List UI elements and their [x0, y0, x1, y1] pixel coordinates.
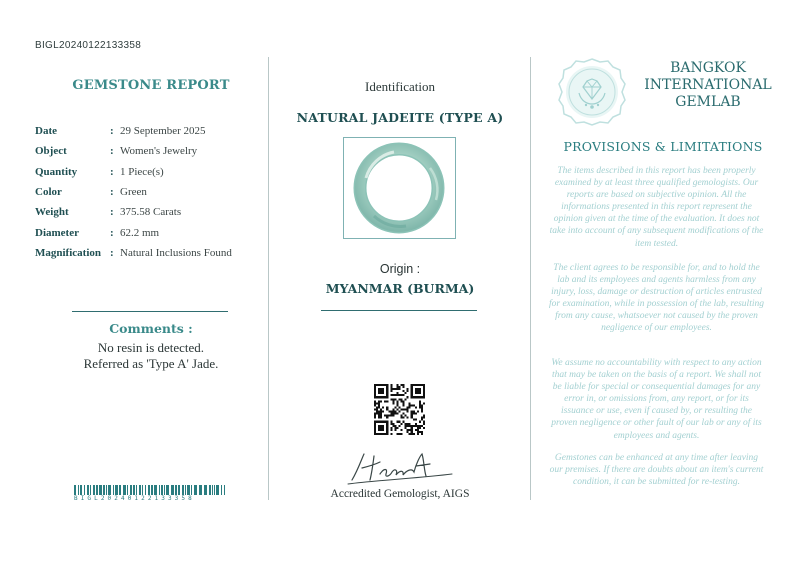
qr-module	[376, 408, 378, 410]
barcode-bar	[209, 485, 211, 495]
qr-module	[384, 400, 386, 402]
qr-module	[392, 394, 394, 396]
stone-name: NATURAL JADEITE (TYPE A)	[296, 110, 504, 125]
qr-module	[403, 386, 405, 388]
barcode-bar	[187, 485, 190, 495]
qr-module	[415, 413, 417, 415]
qr-module	[409, 429, 411, 431]
qr-module	[386, 417, 388, 419]
origin-value: MYANMAR (BURMA)	[325, 281, 475, 296]
origin-rule	[321, 310, 477, 311]
qr-module	[396, 386, 398, 388]
detail-label: Date	[35, 125, 57, 138]
qr-module	[382, 406, 384, 408]
barcode-bar	[106, 485, 107, 495]
qr-module	[403, 408, 405, 410]
qr-module	[384, 415, 386, 417]
qr-module	[378, 402, 380, 404]
comments-text	[35, 340, 267, 372]
barcode-bar	[221, 485, 222, 495]
comment-line: No resin is detected.	[97, 340, 205, 355]
qr-module	[378, 413, 380, 415]
qr-module	[421, 411, 423, 413]
qr-module	[409, 402, 411, 404]
qr-module	[417, 433, 419, 435]
qr-module	[407, 388, 409, 390]
gemologist-signature	[340, 450, 460, 488]
barcode-bar	[136, 485, 137, 495]
qr-module	[423, 415, 425, 417]
barcode-bar	[161, 485, 163, 495]
qr-module	[409, 404, 411, 406]
qr-module	[378, 404, 380, 406]
qr-module	[403, 384, 405, 386]
qr-module	[386, 400, 388, 402]
qr-module	[398, 421, 400, 423]
barcode-bar	[96, 485, 98, 495]
detail-row-weight	[35, 202, 232, 222]
barcode-bar	[87, 485, 89, 495]
barcode-bar	[154, 485, 157, 495]
detail-label: Quantity	[35, 165, 78, 178]
comments-title: Comments :	[109, 321, 193, 336]
detail-value: Women's Jewelry	[120, 145, 198, 158]
qr-module	[398, 425, 400, 427]
qr-module	[388, 415, 390, 417]
qr-module	[411, 427, 413, 429]
qr-module	[380, 417, 382, 419]
qr-module	[405, 392, 407, 394]
barcode	[74, 485, 230, 495]
qr-module	[405, 427, 407, 429]
qr-module	[407, 406, 409, 408]
qr-module	[411, 425, 413, 427]
jade-bangle-photo	[343, 137, 456, 239]
qr-module	[392, 402, 394, 404]
qr-module	[415, 419, 417, 421]
barcode-bar	[80, 485, 82, 495]
qr-module	[403, 421, 405, 423]
detail-value: 29 September 2025	[120, 125, 206, 138]
barcode-bar	[145, 485, 146, 495]
barcode-bar	[224, 485, 225, 495]
qr-module	[378, 425, 384, 431]
barcode-bar	[178, 485, 180, 495]
qr-module	[374, 404, 376, 406]
qr-module	[390, 384, 392, 386]
qr-module	[374, 408, 376, 410]
qr-module	[390, 413, 392, 415]
barcode-bar	[119, 485, 121, 495]
barcode-bar	[115, 485, 118, 495]
qr-module	[394, 427, 396, 429]
qr-module	[415, 429, 417, 431]
qr-module	[413, 433, 415, 435]
qr-module	[392, 398, 394, 400]
detail-colon: :	[110, 125, 114, 138]
qr-module	[374, 402, 376, 404]
provisions-paragraph: Gemstones can be enhanced at any time after leaving our premises. If there are doubts about an item's current condition, it can be submitted for re-testing.	[549, 453, 764, 488]
qr-module	[407, 390, 409, 392]
detail-value: 62.2 mm	[120, 226, 160, 239]
lab-seal-logo-icon	[557, 57, 627, 127]
detail-value: Natural Inclusions Found	[120, 246, 232, 259]
qr-module	[421, 431, 423, 433]
qr-module	[392, 425, 394, 427]
qr-module	[413, 411, 415, 413]
qr-module	[401, 423, 403, 425]
detail-value: 1 Piece(s)	[120, 165, 164, 178]
qr-module	[392, 408, 394, 410]
qr-module	[396, 388, 398, 390]
qr-module	[386, 406, 388, 408]
qr-module	[394, 406, 396, 408]
provisions-paragraph: The items described in this report has been properly examined by at least three qualified gemologists. Our reports are based on subjective opinion. All the informations presented in this report represent the opinion given at the time of the evaluation. It does not take into account of any subsequent modifications of the item tested.	[549, 166, 764, 249]
barcode-bar	[93, 485, 95, 495]
qr-module	[419, 427, 421, 429]
detail-label: Weight	[35, 206, 69, 219]
qr-module	[382, 411, 384, 413]
qr-module	[401, 400, 403, 402]
provisions-title: PROVISIONS & LIMITATIONS	[563, 139, 763, 154]
qr-module	[374, 400, 376, 402]
detail-row-color	[35, 182, 232, 202]
comment-line: Referred as 'Type A' Jade.	[83, 356, 219, 371]
barcode-bar	[199, 485, 202, 495]
qr-module	[378, 417, 380, 419]
barcode-bar	[148, 485, 150, 495]
qr-module	[401, 408, 403, 410]
barcode-bar	[175, 485, 177, 495]
qr-module	[396, 404, 398, 406]
detail-row-date	[35, 121, 232, 141]
qr-module	[413, 419, 415, 421]
qr-module	[419, 400, 421, 402]
barcode-bar	[123, 485, 126, 495]
qr-module	[403, 394, 405, 396]
qr-module	[380, 413, 382, 415]
qr-module	[413, 404, 415, 406]
qr-module	[390, 388, 392, 390]
qr-module	[421, 404, 423, 406]
qr-module	[390, 386, 392, 388]
detail-row-diameter	[35, 222, 232, 242]
barcode-bar	[171, 485, 174, 495]
qr-module	[396, 392, 398, 394]
qr-module	[417, 431, 419, 433]
identification-heading: Identification	[364, 79, 436, 94]
qr-module	[396, 408, 398, 410]
provisions-paragraph: We assume no accountability with respect to any action that may be taken on the basis of a report. We shall not be liable for special or consequential damages for any error in, or omissions from, any report, or for its issuance or use, even if caused by, or resulting the proven negligence or other fault of our lab or any of its employees and agents.	[551, 358, 762, 441]
qr-module	[417, 425, 419, 427]
qr-module	[403, 417, 405, 419]
barcode-bar	[90, 485, 91, 495]
report-number: BIGL20240122133358	[35, 40, 142, 51]
qr-module	[398, 388, 400, 390]
qr-module	[392, 400, 394, 402]
qr-module	[396, 394, 398, 396]
detail-label: Color	[35, 186, 62, 199]
qr-module	[396, 400, 398, 402]
qr-module	[394, 388, 396, 390]
qr-module	[401, 415, 403, 417]
origin-label: Origin :	[379, 262, 421, 276]
qr-module	[374, 413, 376, 415]
qr-module	[423, 417, 425, 419]
qr-module	[396, 384, 398, 386]
qr-module	[376, 402, 378, 404]
qr-module	[405, 423, 407, 425]
qr-module	[423, 421, 425, 423]
detail-label: Diameter	[35, 226, 79, 239]
detail-label: Magnification	[35, 246, 101, 259]
qr-module	[417, 427, 419, 429]
qr-module	[421, 433, 423, 435]
qr-module	[421, 425, 423, 427]
detail-value: 375.58 Carats	[120, 206, 182, 219]
qr-module	[392, 413, 394, 415]
qr-module	[390, 398, 392, 400]
qr-code-icon	[374, 384, 425, 435]
barcode-bar	[133, 485, 135, 495]
qr-module	[403, 404, 405, 406]
qr-module	[394, 425, 396, 427]
qr-module	[407, 408, 409, 410]
qr-module	[407, 417, 409, 419]
qr-module	[401, 384, 403, 386]
barcode-bar	[113, 485, 114, 495]
qr-module	[409, 433, 411, 435]
details-list	[35, 121, 232, 263]
barcode-number: BIGL20240122133358	[74, 495, 195, 502]
barcode-bar	[216, 485, 219, 495]
qr-module	[403, 390, 405, 392]
lab-name-line: BANGKOK	[670, 60, 746, 76]
barcode-bar	[127, 485, 128, 495]
qr-module	[398, 433, 400, 435]
qr-module	[394, 398, 396, 400]
qr-module	[407, 396, 409, 398]
qr-module	[401, 429, 403, 431]
qr-module	[421, 406, 423, 408]
qr-module	[403, 400, 405, 402]
qr-module	[407, 429, 409, 431]
report-title: GEMSTONE REPORT	[72, 78, 230, 93]
qr-module	[376, 413, 378, 415]
qr-module	[405, 408, 407, 410]
barcode-bar	[212, 485, 213, 495]
barcode-bar	[99, 485, 102, 495]
qr-module	[390, 429, 392, 431]
qr-module	[386, 408, 388, 410]
jade-bangle-image	[344, 138, 455, 238]
qr-module	[411, 417, 413, 419]
divider-right	[530, 57, 531, 500]
qr-module	[401, 394, 403, 396]
detail-row-object	[35, 141, 232, 161]
qr-module	[423, 402, 425, 404]
barcode-bar	[185, 485, 186, 495]
qr-module	[380, 408, 382, 410]
barcode-bar	[166, 485, 169, 495]
qr-module	[390, 411, 392, 413]
detail-row-quantity	[35, 162, 232, 182]
lab-name	[638, 60, 778, 111]
lab-name-line: INTERNATIONAL	[644, 77, 772, 93]
barcode-bar	[164, 485, 165, 495]
qr-module	[419, 406, 421, 408]
detail-colon: :	[110, 186, 114, 199]
provisions-paragraph: The client agrees to be responsible for, and to hold the lab and its employees and agents harmless from any injury, loss, damage or destruction of articles entrusted for examination, while in possession of the lab, resulting from any cause, whatsoever not caused by the proven negligence of our employees.	[549, 263, 764, 334]
qr-module	[396, 402, 398, 404]
qr-module	[392, 423, 394, 425]
qr-module	[405, 425, 407, 427]
qr-module	[398, 394, 400, 396]
qr-module	[376, 411, 378, 413]
barcode-bar	[214, 485, 215, 495]
qr-module	[411, 415, 413, 417]
qr-module	[378, 415, 380, 417]
qr-module	[392, 388, 394, 390]
detail-label: Object	[35, 145, 67, 158]
qr-module	[378, 406, 380, 408]
qr-module	[378, 388, 384, 394]
qr-module	[403, 413, 405, 415]
qr-module	[380, 415, 382, 417]
qr-module	[413, 413, 415, 415]
qr-module	[378, 411, 380, 413]
accredited-gemologist: Accredited Gemologist, AIGS	[330, 488, 470, 500]
barcode-bar	[204, 485, 207, 495]
qr-module	[378, 400, 380, 402]
detail-colon: :	[110, 145, 114, 158]
qr-module	[407, 425, 409, 427]
qr-module	[415, 425, 417, 427]
qr-module	[388, 411, 390, 413]
qr-module	[390, 423, 392, 425]
qr-module	[394, 394, 396, 396]
qr-module	[423, 423, 425, 425]
qr-module	[415, 388, 421, 394]
qr-module	[390, 390, 392, 392]
qr-module	[421, 417, 423, 419]
barcode-bar	[78, 485, 79, 495]
qr-module	[398, 386, 400, 388]
qr-module	[415, 423, 417, 425]
barcode-bar	[74, 485, 76, 495]
qr-module	[407, 431, 409, 433]
qr-module	[419, 404, 421, 406]
detail-colon: :	[110, 206, 114, 219]
lab-name-line: GEMLAB	[675, 94, 741, 110]
qr-module	[419, 431, 421, 433]
detail-colon: :	[110, 246, 114, 259]
barcode-bar	[159, 485, 160, 495]
qr-module	[396, 413, 398, 415]
qr-module	[374, 415, 376, 417]
qr-module	[398, 411, 400, 413]
qr-module	[417, 411, 419, 413]
qr-module	[419, 421, 421, 423]
qr-module	[396, 421, 398, 423]
qr-module	[390, 394, 392, 396]
qr-module	[386, 415, 388, 417]
qr-module	[390, 427, 392, 429]
barcode-bar	[84, 485, 85, 495]
qr-module	[407, 423, 409, 425]
qr-module	[401, 433, 403, 435]
qr-module	[394, 411, 396, 413]
qr-module	[390, 433, 392, 435]
barcode-bar	[139, 485, 141, 495]
detail-row-magnification	[35, 243, 232, 263]
qr-module	[411, 431, 413, 433]
qr-module	[398, 398, 400, 400]
barcode-bar	[130, 485, 132, 495]
barcode-bar	[151, 485, 153, 495]
qr-module	[396, 433, 398, 435]
qr-module	[398, 406, 400, 408]
qr-module	[411, 413, 413, 415]
barcode-bar	[194, 485, 197, 495]
barcode-bar	[191, 485, 192, 495]
qr-module	[409, 423, 411, 425]
detail-colon: :	[110, 226, 114, 239]
qr-module	[376, 406, 378, 408]
qr-module	[411, 404, 413, 406]
qr-module	[392, 415, 394, 417]
qr-module	[390, 415, 392, 417]
qr-module	[411, 429, 413, 431]
qr-module	[409, 406, 411, 408]
qr-module	[380, 411, 382, 413]
qr-module	[380, 400, 382, 402]
barcode-bar	[182, 485, 184, 495]
qr-module	[419, 402, 421, 404]
qr-module	[374, 417, 376, 419]
detail-colon: :	[110, 165, 114, 178]
qr-module	[403, 402, 405, 404]
comments-rule	[72, 311, 228, 312]
qr-module	[390, 421, 392, 423]
qr-module	[392, 411, 394, 413]
divider-left	[268, 57, 269, 500]
qr-module	[421, 419, 423, 421]
barcode-bar	[108, 485, 111, 495]
barcode-bar	[103, 485, 105, 495]
qr-module	[401, 398, 403, 400]
qr-module	[423, 427, 425, 429]
qr-module	[401, 417, 403, 419]
qr-module	[407, 411, 409, 413]
qr-module	[411, 433, 413, 435]
qr-module	[405, 415, 407, 417]
qr-module	[421, 408, 423, 410]
qr-module	[419, 425, 421, 427]
qr-module	[415, 406, 417, 408]
qr-module	[394, 429, 396, 431]
qr-module	[417, 429, 419, 431]
qr-module	[394, 413, 396, 415]
qr-module	[396, 427, 398, 429]
detail-value: Green	[120, 186, 147, 199]
qr-module	[411, 411, 413, 413]
qr-module	[409, 425, 411, 427]
qr-module	[405, 398, 407, 400]
barcode-bar	[142, 485, 143, 495]
qr-module	[413, 425, 415, 427]
